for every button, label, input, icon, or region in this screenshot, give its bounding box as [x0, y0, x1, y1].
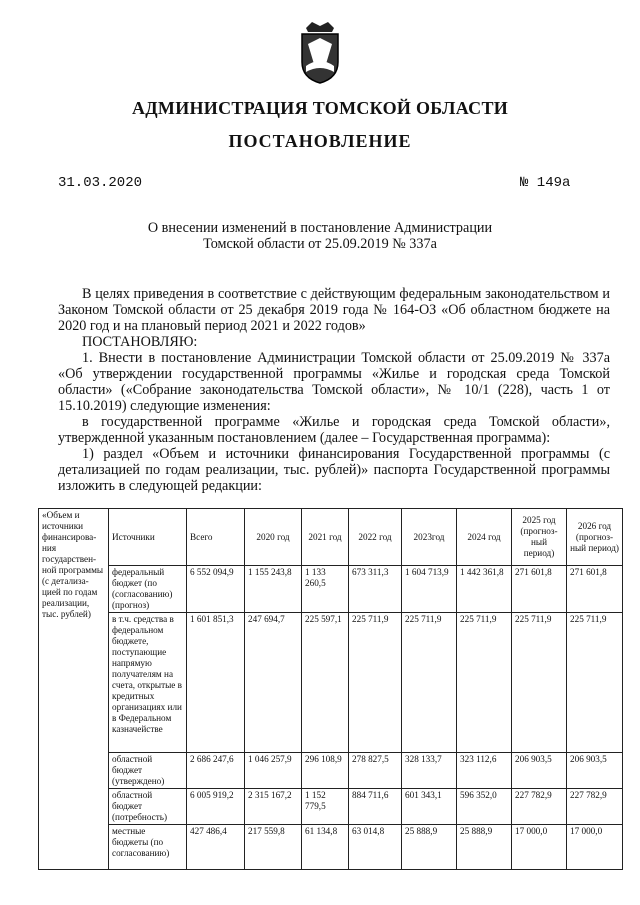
table-cell: 1 155 243,8: [245, 566, 302, 613]
table-cell: 6 552 094,9: [187, 566, 245, 613]
table-cell: 225 711,9: [402, 613, 457, 753]
table-cell: 1 604 713,9: [402, 566, 457, 613]
paragraph-2: в государственной программе «Жилье и городская среда Томской области», утвержденной указанным постановлением (далее – Государственная программа):: [58, 414, 610, 446]
table-row: [39, 566, 623, 613]
table-cell: в т.ч. средства в федеральном бюджете, поступающие напрямую получателям на счета, открытые в кредитных организациях или в Федеральном казначействе: [109, 613, 187, 753]
table-cell: 1 442 361,8: [457, 566, 512, 613]
header-cell: 2022 год: [349, 509, 402, 566]
table-cell: 225 597,1: [302, 613, 349, 753]
table-cell: 884 711,6: [349, 789, 402, 825]
table-cell: 217 559,8: [245, 825, 302, 870]
table-cell: 225 711,9: [512, 613, 567, 753]
table-cell: 17 000,0: [567, 825, 623, 870]
table-cell: 6 005 919,2: [187, 789, 245, 825]
table-cell: 596 352,0: [457, 789, 512, 825]
table-cell: 1 152 779,5: [302, 789, 349, 825]
table-cell: 427 486,4: [187, 825, 245, 870]
table-cell: федеральный бюджет (по (согласованию) (прогноз): [109, 566, 187, 613]
header-cell: Источники: [109, 509, 187, 566]
document-type: ПОСТАНОВЛЕНИЕ: [228, 131, 412, 151]
resolve-heading: ПОСТАНОВЛЯЮ:: [82, 334, 198, 350]
table-cell: 227 782,9: [567, 789, 623, 825]
table-cell: 25 888,9: [457, 825, 512, 870]
table-row: [39, 753, 623, 789]
table-cell: 601 343,1: [402, 789, 457, 825]
table-cell: 247 694,7: [245, 613, 302, 753]
table-cell: 206 903,5: [512, 753, 567, 789]
organization-name: АДМИНИСТРАЦИЯ ТОМСКОЙ ОБЛАСТИ: [131, 98, 509, 118]
header-cell: 2024 год: [457, 509, 512, 566]
coat-of-arms-icon: [298, 22, 342, 84]
table-cell: 271 601,8: [512, 566, 567, 613]
header-cell: 2026 год (прогноз-ный период): [567, 509, 623, 566]
table-cell: 271 601,8: [567, 566, 623, 613]
table-cell: 296 108,9: [302, 753, 349, 789]
table-row: [39, 825, 623, 870]
table-cell: 278 827,5: [349, 753, 402, 789]
preamble-paragraph: В целях приведения в соответствие с действующим федеральным законодательством и Законом Томской области от 25 декабря 2019 года № 164-ОЗ «Об областном бюджете на 2020 год и на плановый период 2021 и 2022 годов»: [58, 286, 610, 334]
table-cell: 673 311,3: [349, 566, 402, 613]
document-number: № 149а: [520, 175, 571, 191]
table-cell: 63 014,8: [349, 825, 402, 870]
header-cell: 2020 год: [245, 509, 302, 566]
table-cell: 25 888,9: [402, 825, 457, 870]
header-cell: Всего: [187, 509, 245, 566]
header-cell: 2023год: [402, 509, 457, 566]
table-cell: 227 782,9: [512, 789, 567, 825]
table-cell: 2 686 247,6: [187, 753, 245, 789]
table-cell: 1 601 851,3: [187, 613, 245, 753]
table-row: [39, 613, 623, 753]
table-cell: 328 133,7: [402, 753, 457, 789]
table-cell: 2 315 167,2: [245, 789, 302, 825]
paragraph-3: 1) раздел «Объем и источники финансирования Государственной программы (с детализацией по годам реализации, тыс. рублей)» паспорта Государственной программы изложить в следующей редакции:: [58, 446, 610, 494]
table-cell: 225 711,9: [349, 613, 402, 753]
table-cell: 1 133 260,5: [302, 566, 349, 613]
paragraph-1: 1. Внести в постановление Администрации Томской области от 25.09.2019 № 337а «Об утверждении государственной программы «Жилье и городская среда Томской области» («Собрание законодательства Томской области», № 10/1 (228), часть 1 от 15.10.2019) следующие изменения:: [58, 350, 610, 414]
table-cell: 225 711,9: [457, 613, 512, 753]
table-cell: 206 903,5: [567, 753, 623, 789]
header-cell: 2021 год: [302, 509, 349, 566]
header-cell: 2025 год (прогноз-ный период): [512, 509, 567, 566]
table-row: [39, 789, 623, 825]
subject-line: Томской области от 25.09.2019 № 337а: [203, 236, 437, 252]
table-cell: 61 134,8: [302, 825, 349, 870]
subject-line: О внесении изменений в постановление Администрации: [147, 220, 493, 236]
table-cell: местные бюджеты (по согласованию): [109, 825, 187, 870]
table-cell: 225 711,9: [567, 613, 623, 753]
document-subject: [0, 220, 640, 252]
document-date: 31.03.2020: [58, 175, 143, 191]
table-cell: 1 046 257,9: [245, 753, 302, 789]
table-cell: областной бюджет (утверждено): [109, 753, 187, 789]
table-cell: областной бюджет (потребность): [109, 789, 187, 825]
table-header-row: [39, 509, 623, 566]
table-cell: 17 000,0: [512, 825, 567, 870]
row-label-cell: «Объем и источники финансирова-ния государствен-ной программы (с детализа-цией по годам реализации, тыс. рублей): [39, 509, 109, 870]
table-cell: 323 112,6: [457, 753, 512, 789]
financing-table: [38, 508, 623, 870]
